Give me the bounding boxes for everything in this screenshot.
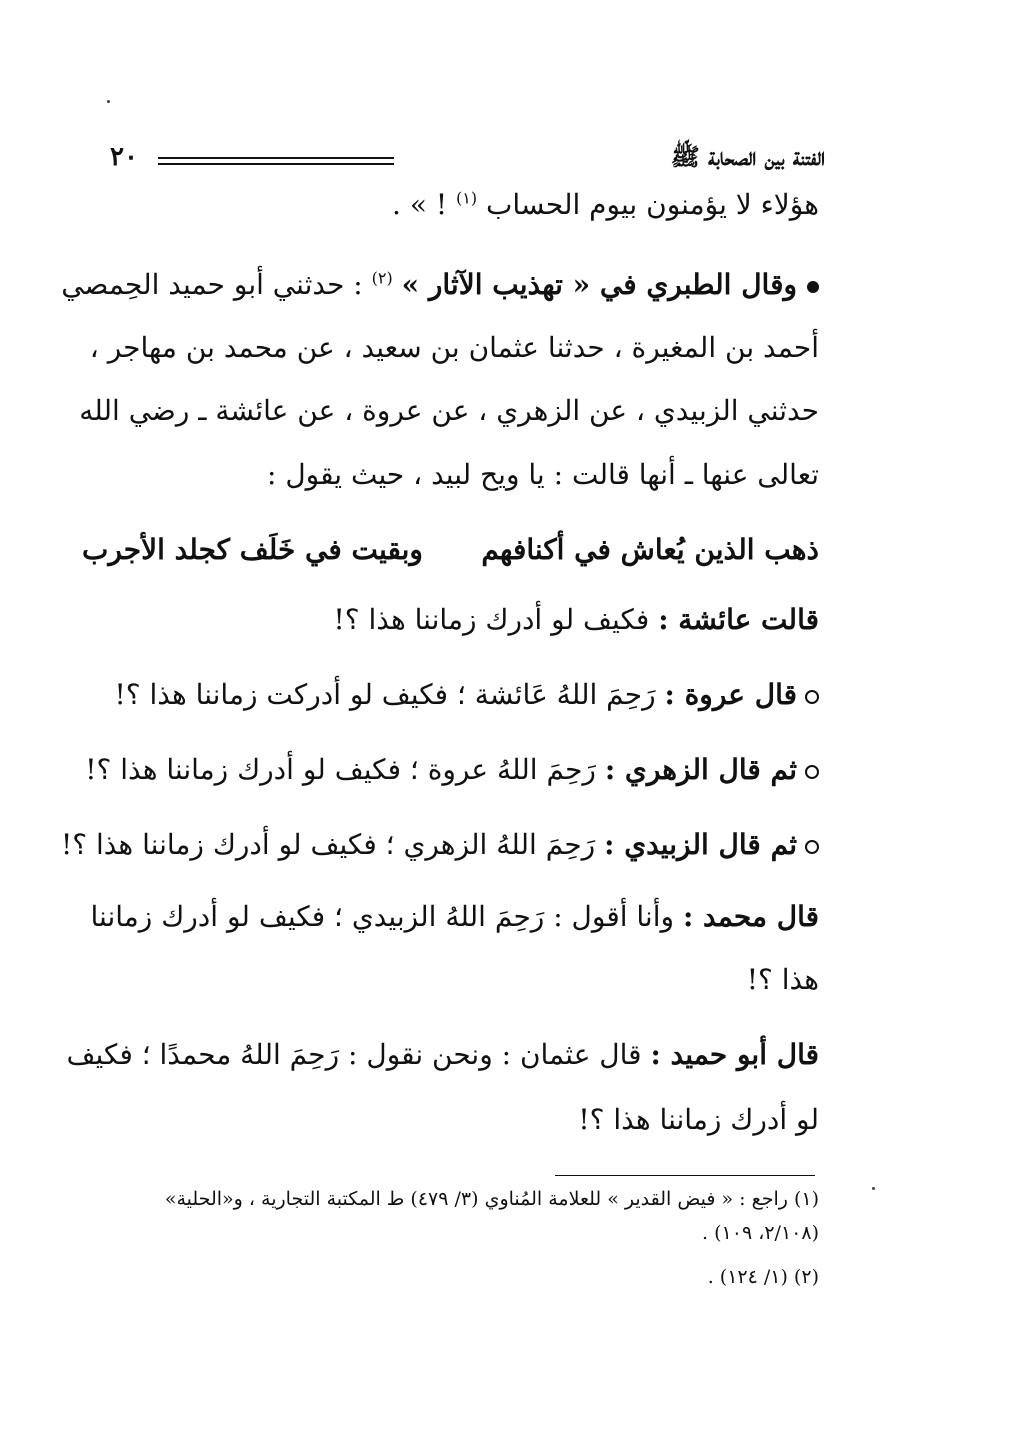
- footnote-separator: [555, 1175, 815, 1176]
- footnote: (٢) (١/ ١٢٤) .: [707, 1266, 819, 1288]
- circle-bullet-icon: [805, 765, 819, 779]
- page-header: [110, 140, 825, 180]
- text-line: قال محمد : وأنا أقول : رَحِمَ اللهُ الزبيدي ؛ فكيف لو أدرك زماننا: [90, 900, 819, 933]
- text-line: لو أدرك زماننا هذا ؟!: [578, 1103, 819, 1136]
- circle-bullet-icon: [805, 690, 819, 704]
- header-rule: [158, 157, 394, 159]
- running-title: الفتنة بين الصحابة ﷺ: [670, 142, 825, 171]
- text-line: ثم قال الزهري : رَحِمَ اللهُ عروة ؛ فكيف لو أدرك زماننا هذا ؟!: [105, 753, 819, 786]
- text-line: تعالى عنها ـ أنها قالت : يا ويح لبيد ، حيث يقول :: [266, 458, 819, 491]
- text-line: أحمد بن المغيرة ، حدثنا عثمان بن سعيد ، عن محمد بن مهاجر ،: [89, 331, 819, 364]
- footnote: (٢/١٠٨، ١٠٩) .: [702, 1222, 819, 1244]
- text-line: قال أبو حميد : قال عثمان : ونحن نقول : رَحِمَ اللهُ محمدًا ؛ فكيف: [66, 1038, 819, 1071]
- text-line: قالت عائشة : فكيف لو أدرك زماننا هذا ؟!: [333, 603, 819, 636]
- text-line: ثم قال الزبيدي : رَحِمَ اللهُ الزهري ؛ فكيف لو أدرك زماننا هذا ؟!: [105, 828, 819, 861]
- text-line: قال عروة : رَحِمَ اللهُ عَائشة ؛ فكيف لو أدركت زماننا هذا ؟!: [105, 678, 819, 711]
- footnote: (١) راجع : « فيض القدير » للعلامة المُناوي (٣/ ٤٧٩) ط المكتبة التجارية ، و«الحلية»: [164, 1188, 819, 1210]
- header-rule: [158, 163, 394, 165]
- text-line: حدثني الزبيدي ، عن الزهري ، عن عروة ، عن عائشة ـ رضي الله: [79, 394, 819, 427]
- text-line: هؤلاء لا يؤمنون بيوم الحساب $^{(١)}$ ! » .: [392, 188, 819, 221]
- text-line: وقال الطبري في « تهذيب الآثار » $^{(٢)}$ : حدثني أبو حميد الحِمصي: [105, 268, 819, 301]
- text-line: هذا ؟!: [746, 963, 819, 996]
- bullet-icon: [807, 281, 819, 293]
- circle-bullet-icon: [805, 840, 819, 854]
- footnote-ref: (١): [456, 188, 478, 208]
- scan-speck: [107, 100, 110, 103]
- page-number: ٢٠: [110, 142, 138, 172]
- poetry-verse: ذهب الذين يُعاش في أكنافهم وبقيت في خَلَف كجلد الأجرب: [81, 533, 819, 566]
- scan-speck: [872, 1187, 875, 1190]
- footnote-ref: (٢): [371, 268, 393, 288]
